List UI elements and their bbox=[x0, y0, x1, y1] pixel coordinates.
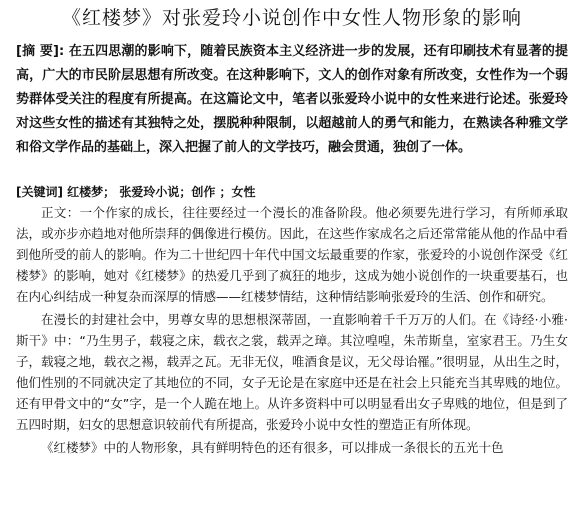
abstract-label: [摘 要]: bbox=[16, 44, 65, 59]
body-paragraph-3: 《红楼梦》中的人物形象，具有鲜明特色的还有很多，可以排成一条很长的五光十色 bbox=[41, 440, 504, 455]
body-paragraph-1: 正文：一个作家的成长，往往要经过一个漫长的准备阶段。他必须要先进行学习，有所师承取法，或亦步亦趋地对他所崇拜的偶像进行模仿。因此，在这些作家成名之后还常常能从他的作品中看到他所受的前人的影响。作为二十世纪四十年代中国文坛最重要的作家，张爱玲的小说创作深受《红楼梦》的影响，她对《红楼梦》的热爱几乎到了疯狂的地步，这成为她小说创作的一块重要基石，也在内心纠结成一种复杂而深厚的情感——红楼梦情结，这种情结影响张爱玲的生活、创作和研究。 bbox=[16, 205, 568, 304]
abstract bbox=[16, 40, 568, 160]
abstract-text: 在五四思潮的影响下，随着民族资本主义经济进一步的发展，还有印刷技术有显著的提高，广大的市民阶层思想有所改变。在这种影响下，文人的创作对象有所改变，女性作为一个弱势群体受关注的程度有所提高。在这篇论文中，笔者以张爱玲小说中的女性来进行论述。张爱玲对这些女性的描述有其独特之处，摆脱种种限制，以超越前人的勇气和能力，在熟读各种雅文学和俗文学作品的基础上，深入把握了前人的文学技巧，融会贯通，独创了一体。 bbox=[16, 44, 568, 155]
body-paragraph-2: 在漫长的封建社会中，男尊女卑的思想根深蒂固，一直影响着千千万万的人们。在《诗经·小雅·斯干》中：“乃生男子，载寝之床，载衣之裳，载弄之璋。其泣喤喤，朱芾斯皇，室家君王。乃生女子，载寝之地，载衣之裼，载弄之瓦。无非无仪，唯酒食是议，无父母诒罹。”很明显，从出生之时，他们性别的不同就决定了其地位的不同，女子无论是在家庭中还是在社会上只能充当其卑贱的地位。还有甲骨文中的“女”字，是一个人跪在地上。从许多资料中可以明显看出女子卑贱的地位，但是到了五四时期，妇女的思想意识较前代有所提高，张爱玲小说中女性的塑造正有所体现。 bbox=[16, 312, 568, 432]
keywords-label: [关键词] bbox=[16, 185, 63, 199]
document-title: 《红楼梦》对张爱玲小说创作中女性人物形象的影响 bbox=[61, 7, 522, 29]
keywords bbox=[16, 182, 568, 202]
keywords-text: 红楼梦； 张爱玲小说；创作 ；女性 bbox=[67, 185, 256, 199]
